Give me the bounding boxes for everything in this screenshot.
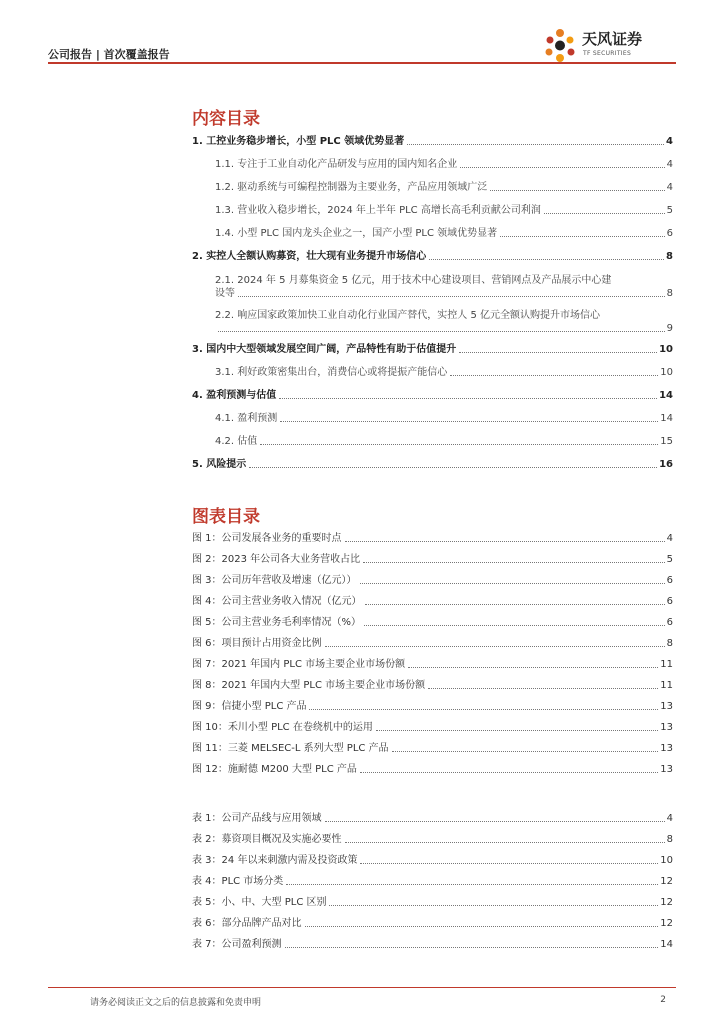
table-entry-page: 10	[660, 855, 673, 866]
dot-leader	[309, 709, 658, 710]
table-entry-label: 表 7：公司盈利预测	[192, 939, 282, 950]
dot-leader	[490, 190, 664, 191]
dot-leader	[218, 331, 665, 332]
figure-entry[interactable]	[192, 722, 673, 734]
tables-list	[192, 813, 673, 951]
figure-entry[interactable]	[192, 554, 673, 566]
dot-leader	[392, 751, 659, 752]
toc-entry-page: 10	[659, 344, 673, 355]
toc-entry-label: 2.2. 响应国家政策加快工业自动化行业国产替代，实控人 5 亿元全额认购提升市场信心	[215, 310, 600, 321]
table-entry-page: 8	[666, 834, 673, 845]
toc-entry-label: 5. 风险提示	[192, 459, 247, 470]
toc-entry[interactable]	[192, 251, 673, 263]
table-entry[interactable]	[192, 855, 673, 867]
table-entry-label: 表 1：公司产品线与应用领域	[192, 813, 322, 824]
dot-leader	[408, 667, 658, 668]
toc-entry-label-continued: 设等	[215, 288, 235, 299]
table-entry-label: 表 2：募资项目概况及实施必要性	[192, 834, 342, 845]
toc-entry-page: 9	[666, 323, 673, 334]
pinwheel-logo-icon	[540, 26, 580, 66]
toc-entry[interactable]	[192, 459, 673, 471]
dot-leader	[544, 213, 665, 214]
figure-entry-label: 图 6：项目预计占用资金比例	[192, 638, 322, 649]
dot-leader	[279, 398, 657, 399]
figure-entry[interactable]	[192, 659, 673, 671]
figure-entry-label: 图 3：公司历年营收及增速（亿元））	[192, 575, 357, 586]
toc-entry[interactable]	[192, 367, 673, 379]
toc-entry-page: 5	[666, 205, 673, 216]
figure-entry-page: 8	[666, 638, 673, 649]
report-type-label: 公司报告 | 首次覆盖报告	[48, 48, 170, 61]
toc-entry-label: 1.3. 营业收入稳步增长，2024 年上半年 PLC 高增长高毛利贡献公司利润	[215, 205, 541, 216]
toc-entry-page: 4	[666, 136, 673, 147]
toc-entry-page: 4	[666, 159, 673, 170]
contents-title: 内容目录	[192, 109, 260, 129]
header-divider	[48, 62, 676, 64]
table-entry-label: 表 3：24 年以来刺激内需及投资政策	[192, 855, 358, 866]
figure-entry-label: 图 2：2023 年公司各大业务营收占比	[192, 554, 361, 565]
figure-entry-label: 图 12：施耐德 M200 大型 PLC 产品	[192, 764, 357, 775]
figure-entry[interactable]	[192, 596, 673, 608]
figure-entry-label: 图 10：禾川小型 PLC 在卷绕机中的运用	[192, 722, 373, 733]
dot-leader	[260, 444, 658, 445]
toc-entry-page: 8	[666, 288, 673, 299]
table-entry[interactable]	[192, 939, 673, 951]
figure-entry-page: 11	[660, 680, 673, 691]
toc-entry-label: 2.1. 2024 年 5 月募集资金 5 亿元，用于技术中心建设项目、营销网点及产品展示中心建	[215, 275, 612, 286]
logo-english-name: TF SECURITIES	[583, 50, 632, 57]
toc-entry[interactable]	[192, 205, 673, 217]
dot-leader	[428, 688, 658, 689]
figure-entry[interactable]	[192, 743, 673, 755]
figure-entry-label: 图 9：信捷小型 PLC 产品	[192, 701, 307, 712]
dot-leader	[459, 352, 657, 353]
dot-leader	[500, 236, 664, 237]
figure-entry[interactable]	[192, 638, 673, 650]
figure-entry-label: 图 1：公司发展各业务的重要时点	[192, 533, 342, 544]
table-entry-page: 12	[660, 897, 673, 908]
table-entry[interactable]	[192, 918, 673, 930]
figure-entry-page: 13	[660, 722, 673, 733]
dot-leader	[249, 467, 657, 468]
dot-leader	[429, 259, 664, 260]
toc-entry[interactable]	[192, 390, 673, 402]
table-entry-label: 表 4：PLC 市场分类	[192, 876, 284, 887]
toc-entry[interactable]	[192, 413, 673, 425]
figure-entry[interactable]	[192, 575, 673, 587]
figure-entry[interactable]	[192, 764, 673, 776]
toc-entry[interactable]	[192, 159, 673, 171]
toc-entry-label: 3. 国内中大型领域发展空间广阔，产品特性有助于估值提升	[192, 344, 457, 355]
dot-leader	[363, 562, 664, 563]
dot-leader	[360, 863, 658, 864]
logo-name: 天风证券	[582, 30, 643, 48]
table-entry-page: 12	[660, 918, 673, 929]
figure-entry-page: 6	[666, 575, 673, 586]
dot-leader	[376, 730, 658, 731]
figure-entry-label: 图 5：公司主营业务毛利率情况（%）	[192, 617, 362, 628]
figures-title: 图表目录	[192, 507, 260, 527]
table-entry[interactable]	[192, 834, 673, 846]
toc-entry[interactable]	[192, 436, 673, 448]
toc-entry[interactable]	[192, 274, 673, 300]
dot-leader	[329, 905, 658, 906]
figure-entry-page: 6	[666, 596, 673, 607]
table-entry-page: 4	[666, 813, 673, 824]
toc-entry-page: 6	[666, 228, 673, 239]
toc-entry-label: 4.1. 盈利预测	[215, 413, 278, 424]
table-entry-label: 表 6：部分品牌产品对比	[192, 918, 302, 929]
figure-entry[interactable]	[192, 701, 673, 713]
footer-divider	[48, 987, 676, 988]
contents-list	[192, 136, 673, 471]
dot-leader	[365, 604, 665, 605]
figure-entry-page: 4	[666, 533, 673, 544]
toc-entry[interactable]	[192, 136, 673, 148]
dot-leader	[345, 541, 665, 542]
toc-entry-label: 1.2. 驱动系统与可编程控制器为主要业务，产品应用领域广泛	[215, 182, 488, 193]
figure-entry-page: 6	[666, 617, 673, 628]
figure-entry-page: 13	[660, 743, 673, 754]
footer-disclaimer: 请务必阅读正文之后的信息披露和免责申明	[90, 998, 262, 1008]
figure-entry[interactable]	[192, 533, 673, 545]
figure-entry-page: 11	[660, 659, 673, 670]
toc-entry-page: 8	[666, 251, 673, 262]
toc-entry-page: 14	[659, 390, 673, 401]
figure-entry-page: 13	[660, 701, 673, 712]
dot-leader	[460, 167, 664, 168]
figure-entry-page: 5	[666, 554, 673, 565]
table-entry-page: 14	[660, 939, 673, 950]
toc-entry-label: 1. 工控业务稳步增长，小型 PLC 领域优势显著	[192, 136, 405, 147]
figure-entry-label: 图 11：三菱 MELSEC-L 系列大型 PLC 产品	[192, 743, 389, 754]
toc-entry-label: 1.1. 专注于工业自动化产品研发与应用的国内知名企业	[215, 159, 458, 170]
toc-entry[interactable]	[192, 309, 673, 335]
dot-leader	[305, 926, 659, 927]
figure-entry[interactable]	[192, 680, 673, 692]
toc-entry-label: 1.4. 小型 PLC 国内龙头企业之一，国产小型 PLC 领域优势显著	[215, 228, 498, 239]
dot-leader	[360, 583, 665, 584]
figure-entry-page: 13	[660, 764, 673, 775]
toc-entry[interactable]	[192, 344, 673, 356]
toc-entry[interactable]	[192, 182, 673, 194]
table-entry[interactable]	[192, 876, 673, 888]
figures-list	[192, 533, 673, 776]
toc-entry-page: 15	[660, 436, 673, 447]
table-entry-page: 12	[660, 876, 673, 887]
table-entry[interactable]	[192, 897, 673, 909]
page-header	[48, 30, 676, 68]
dot-leader	[345, 842, 665, 843]
toc-entry-label: 4.2. 估值	[215, 436, 258, 447]
dot-leader	[360, 772, 658, 773]
dot-leader	[364, 625, 665, 626]
dot-leader	[238, 296, 665, 297]
toc-entry[interactable]	[192, 228, 673, 240]
figure-entry[interactable]	[192, 617, 673, 629]
figure-entry-label: 图 8：2021 年国内大型 PLC 市场主要企业市场份额	[192, 680, 426, 691]
toc-entry-page: 14	[660, 413, 673, 424]
dot-leader	[286, 884, 658, 885]
dot-leader	[325, 646, 665, 647]
toc-entry-page: 10	[660, 367, 673, 378]
dot-leader	[450, 375, 658, 376]
table-entry-label: 表 5：小、中、大型 PLC 区别	[192, 897, 327, 908]
toc-entry-page: 4	[666, 182, 673, 193]
dot-leader	[280, 421, 658, 422]
toc-entry-page: 16	[659, 459, 673, 470]
dot-leader	[285, 947, 659, 948]
figure-entry-label: 图 4：公司主营业务收入情况（亿元）	[192, 596, 362, 607]
table-entry[interactable]	[192, 813, 673, 825]
toc-entry-label: 3.1. 利好政策密集出台，消费信心或将提振产能信心	[215, 367, 448, 378]
toc-entry-label: 4. 盈利预测与估值	[192, 390, 277, 401]
page-number: 2	[660, 995, 666, 1005]
toc-entry-label: 2. 实控人全额认购募资，壮大现有业务提升市场信心	[192, 251, 427, 262]
dot-leader	[325, 821, 665, 822]
dot-leader	[407, 144, 664, 145]
figure-entry-label: 图 7：2021 年国内 PLC 市场主要企业市场份额	[192, 659, 406, 670]
